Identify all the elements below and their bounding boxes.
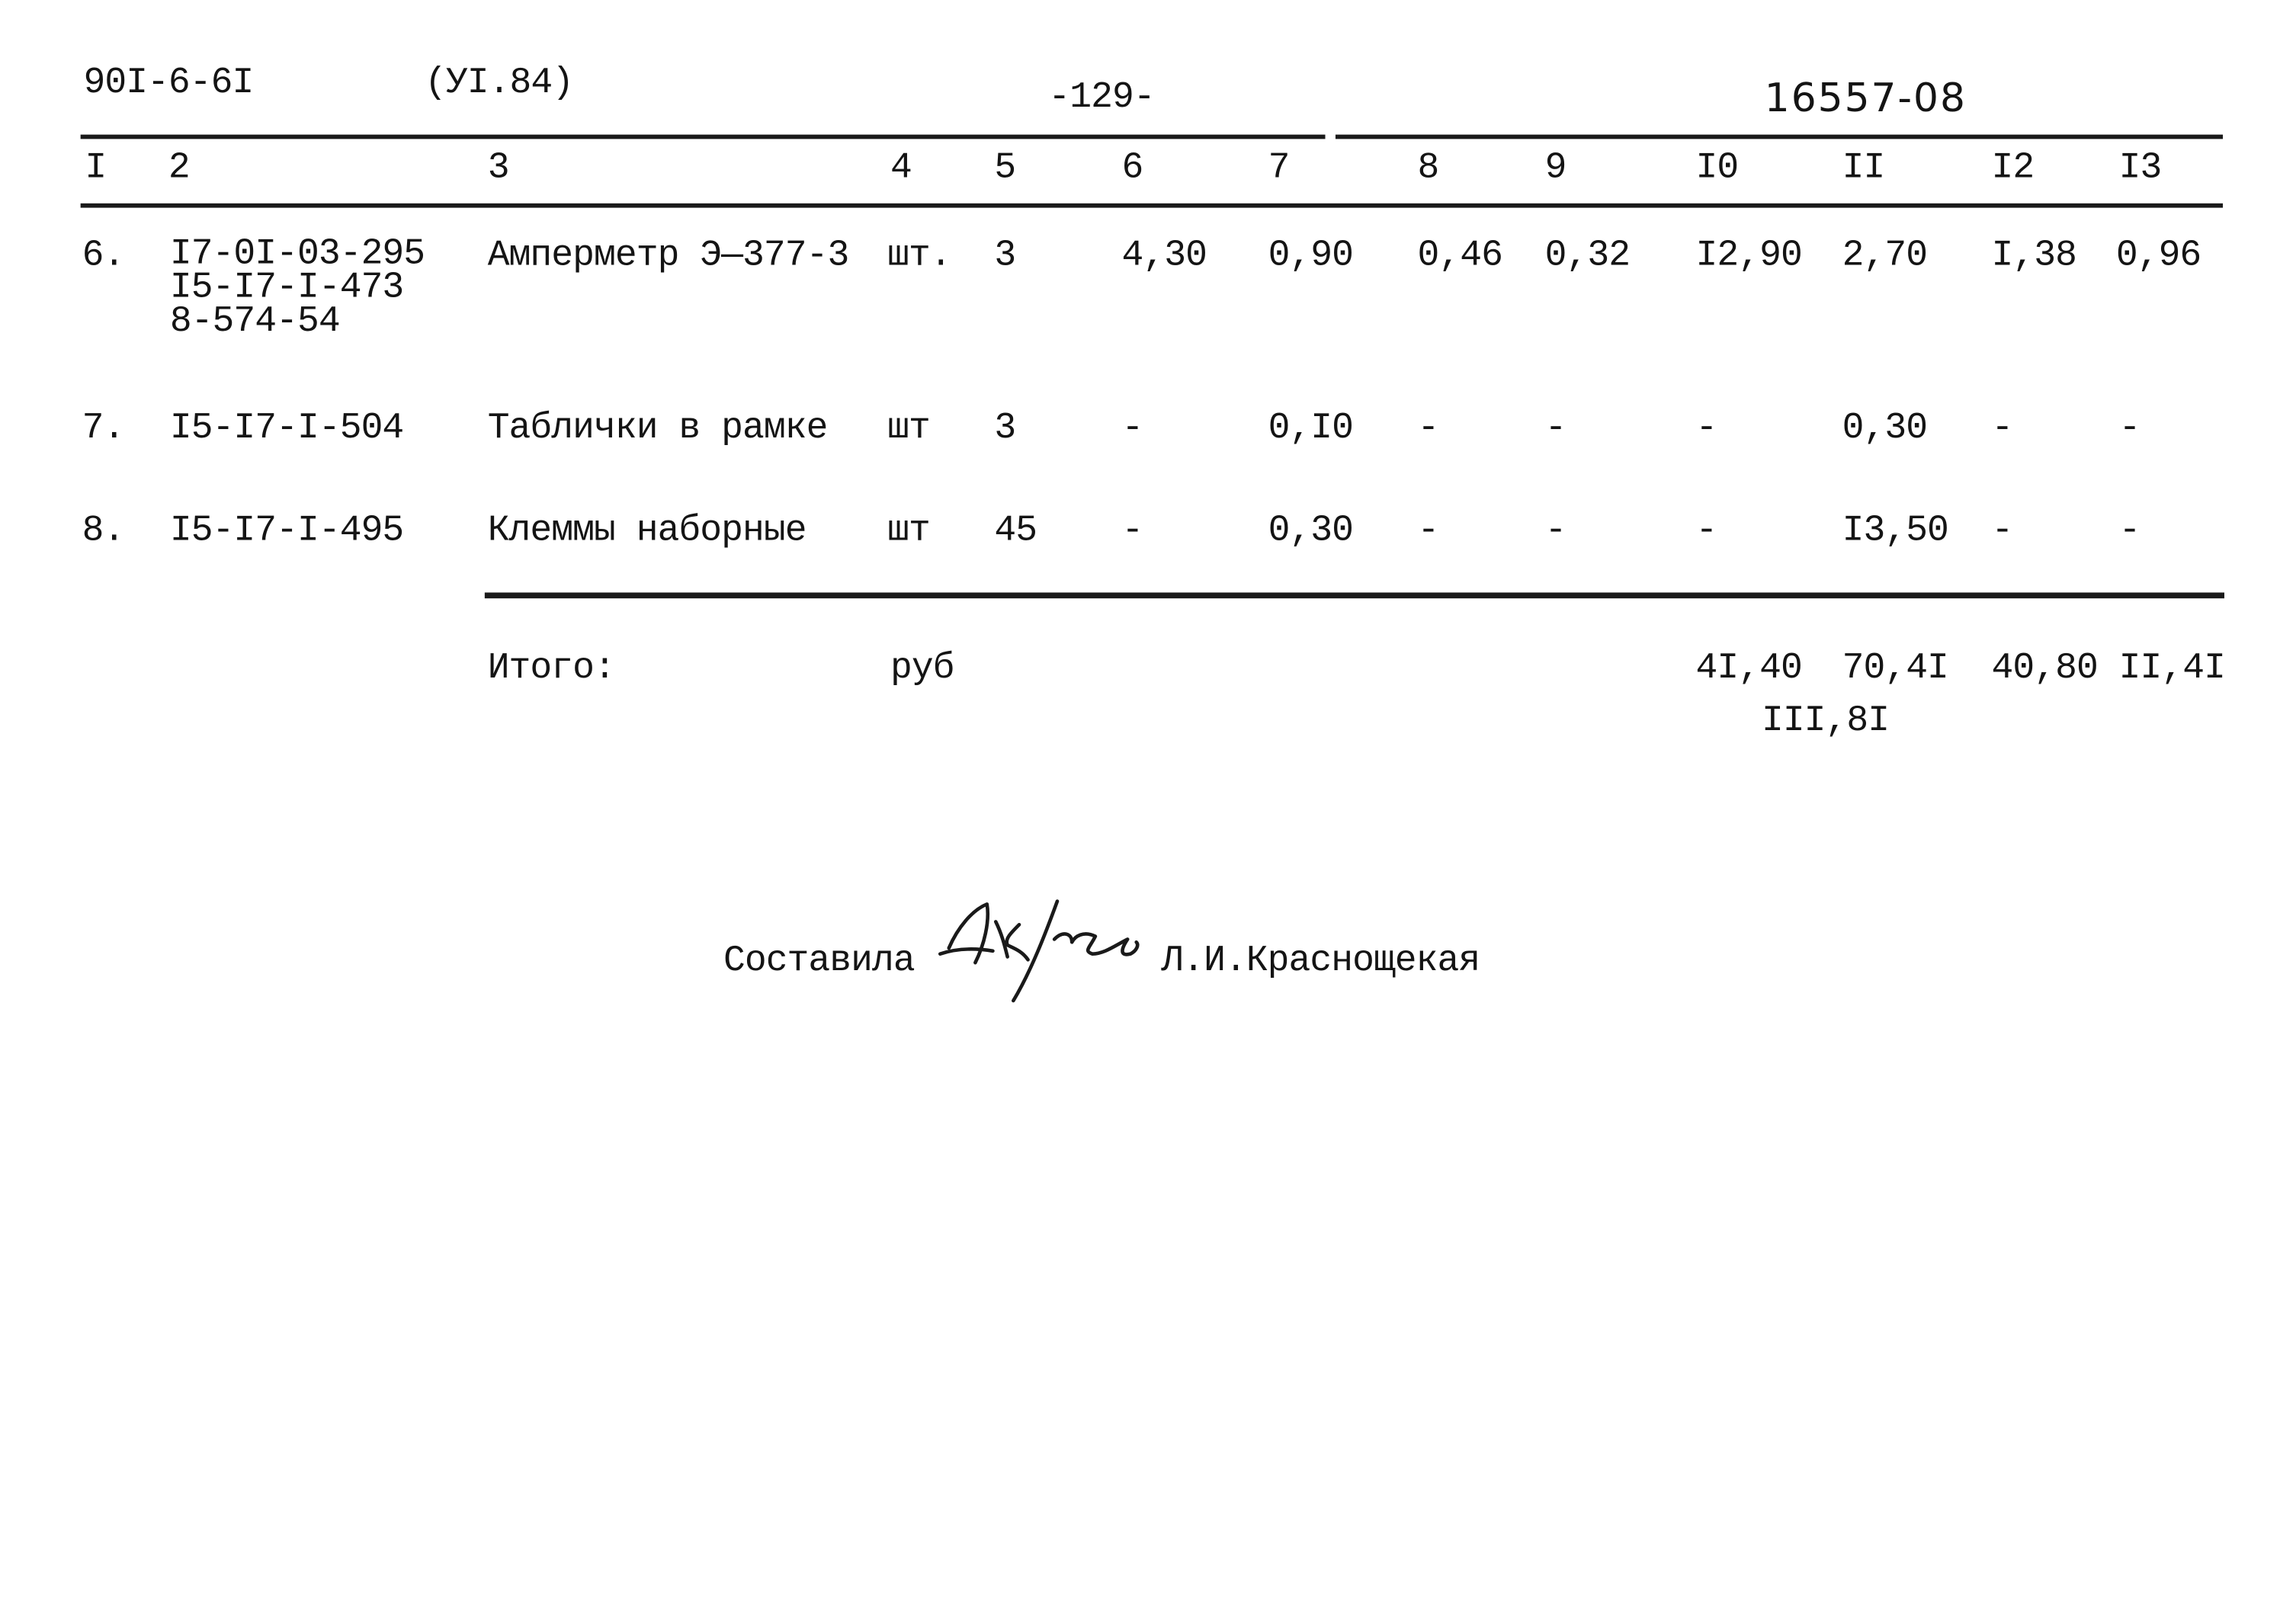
total-label: Итого: — [487, 646, 615, 690]
row-number: 6. — [82, 234, 125, 277]
row-col13: 0,96 — [2115, 234, 2201, 277]
row-col6: - — [1121, 406, 1143, 450]
page-number: -129- — [1048, 75, 1155, 119]
row-col10: - — [1695, 509, 1717, 552]
column-header: 9 — [1544, 146, 1566, 189]
column-header: 7 — [1268, 146, 1290, 189]
total-col11: 70,4I — [1842, 646, 1948, 690]
row-col8: - — [1417, 509, 1439, 552]
row-unit: шт — [887, 509, 930, 552]
row-col11: 2,70 — [1842, 234, 1928, 277]
row-col6: 4,30 — [1121, 234, 1207, 277]
column-header: 6 — [1121, 146, 1143, 189]
row-name: Амперметр Э—377-3 — [487, 234, 849, 277]
column-header: 5 — [994, 146, 1016, 189]
column-header: 8 — [1417, 146, 1439, 189]
edition-label: (УI.84) — [425, 61, 574, 104]
row-col11: I3,50 — [1842, 509, 1948, 552]
row-col6: - — [1121, 509, 1143, 552]
row-name: Таблички в рамке — [487, 406, 828, 450]
row-code: I5-I7-I-504 — [169, 406, 404, 450]
archive-number: 16557-08 — [1764, 75, 1967, 122]
column-header: 2 — [168, 146, 190, 189]
row-col8: - — [1417, 406, 1439, 450]
grand-total: III,8I — [1761, 699, 1890, 742]
row-number: 8. — [82, 509, 125, 552]
row-quantity: 45 — [994, 509, 1037, 552]
header-bottom-rule — [81, 203, 2223, 208]
total-col13: II,4I — [2118, 646, 2225, 690]
row-col8: 0,46 — [1417, 234, 1502, 277]
total-unit: руб — [890, 646, 954, 690]
column-header: I — [85, 146, 107, 189]
row-name: Клеммы наборные — [487, 509, 806, 552]
row-code: I7-0I-03-295 I5-I7-I-473 8-574-54 — [169, 232, 425, 343]
row-unit: шт — [887, 406, 930, 450]
column-header: I2 — [1991, 146, 2035, 189]
total-col12: 40,80 — [1991, 646, 2098, 690]
column-header: 4 — [890, 146, 912, 189]
row-col11: 0,30 — [1842, 406, 1928, 450]
row-number: 7. — [82, 406, 125, 450]
compiler-name: Л.И.Краснощекая — [1161, 939, 1480, 982]
compiled-by-label: Составила — [723, 939, 915, 982]
row-unit: шт. — [887, 234, 951, 277]
row-col12: - — [1991, 509, 2013, 552]
row-col9: - — [1544, 406, 1566, 450]
column-header: II — [1842, 146, 1885, 189]
row-code: I5-I7-I-495 — [169, 509, 404, 552]
row-col10: I2,90 — [1695, 234, 1802, 277]
row-col7: 0,90 — [1268, 234, 1354, 277]
row-quantity: 3 — [994, 406, 1016, 450]
total-col10: 4I,40 — [1695, 646, 1802, 690]
header-top-rule-left — [81, 135, 1326, 139]
row-col7: 0,30 — [1268, 509, 1354, 552]
row-col7: 0,I0 — [1268, 406, 1354, 450]
totals-rule — [485, 592, 2224, 598]
row-col9: - — [1544, 509, 1566, 552]
row-col9: 0,32 — [1544, 234, 1631, 277]
row-col13: - — [2118, 509, 2140, 552]
column-header: 3 — [487, 146, 509, 189]
document-code: 90I-6-6I — [83, 61, 254, 104]
row-col13: - — [2118, 406, 2140, 450]
signature-image — [937, 889, 1156, 1012]
column-header: I0 — [1695, 146, 1739, 189]
header-top-rule-right — [1336, 135, 2223, 139]
column-header: I3 — [2118, 146, 2162, 189]
row-quantity: 3 — [994, 234, 1016, 277]
row-col12: - — [1991, 406, 2013, 450]
row-col12: I,38 — [1991, 234, 2077, 277]
row-col10: - — [1695, 406, 1717, 450]
